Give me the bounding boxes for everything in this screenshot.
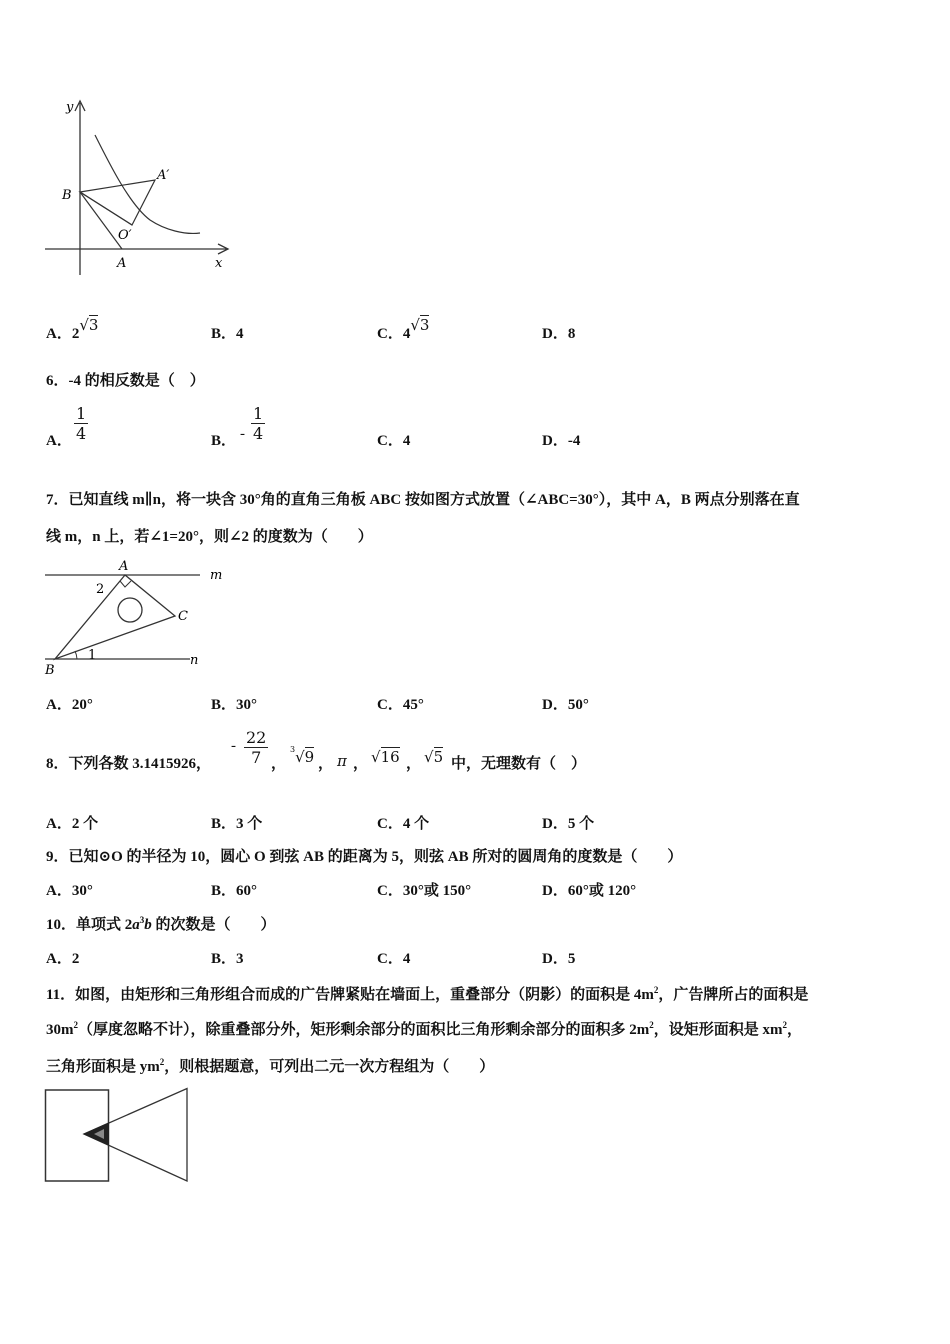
parallel-lines-triangle-figure — [40, 558, 240, 676]
q9-stem: 9．已知⊙O 的半径为 10，圆心 O 到弦 AB 的距离为 5，则弦 AB 所对的圆周角的度数是（ ） — [46, 849, 683, 865]
y-axis-label: y — [66, 100, 74, 115]
point-a-label: A — [117, 256, 127, 271]
point-oprime-label: O′ — [118, 228, 132, 243]
q8-sqrt16: √16 — [371, 748, 400, 766]
rectangle-triangle-figure — [44, 1087, 192, 1185]
q6-option-a-prefix[interactable]: A． — [46, 433, 72, 449]
q9-option-a[interactable]: A．30° — [46, 883, 93, 899]
q5-option-c-radical: √3 — [410, 316, 430, 334]
q10-option-b[interactable]: B．3 — [211, 951, 244, 967]
q6-option-b-prefix[interactable]: B． — [211, 433, 237, 449]
line-n-label: n — [190, 653, 199, 668]
q8-sep2: ， — [318, 756, 334, 772]
q8-suffix: 中，无理数有（ ） — [451, 756, 587, 772]
q9-option-c[interactable]: C．30°或 150° — [377, 883, 472, 899]
q5-option-c[interactable] — [377, 316, 430, 343]
q5-option-a-radical: √3 — [79, 316, 99, 334]
q8-prefix: 8．下列各数 3.1415926， — [46, 756, 212, 772]
q8-sep3: ， — [353, 756, 369, 772]
q9-option-d[interactable]: D．60°或 120° — [542, 883, 637, 899]
q6-stem: 6．-4 的相反数是（ ） — [46, 373, 205, 389]
angle-1-label: 1 — [88, 648, 97, 663]
q7-stem-line1: 7．已知直线 m∥n，将一块含 30°角的直角三角板 ABC 按如图方式放置（∠ABC=30°），其中 A，B 两点分别落在直 — [46, 492, 800, 508]
q10-option-d[interactable]: D．5 — [542, 951, 576, 967]
q11-stem-line1: 11．如图，由矩形和三角形组合而成的广告牌紧贴在墙面上，重叠部分（阴影）的面积是 $4m^2$，广告牌所占的面积是 — [46, 985, 809, 1003]
q5-option-a[interactable] — [46, 316, 99, 343]
q8-pi: π — [337, 752, 347, 770]
point-b-label: B — [45, 663, 55, 676]
angle-2-label: 2 — [96, 582, 105, 597]
q8-option-c[interactable]: C．4 个 — [377, 816, 430, 832]
q5-option-d[interactable]: D．8 — [542, 326, 576, 342]
q8-option-d[interactable]: D．5 个 — [542, 816, 595, 832]
q7-option-b[interactable]: B．30° — [211, 697, 258, 713]
q9-option-b[interactable]: B．60° — [211, 883, 258, 899]
q5-option-b[interactable]: B．4 — [211, 326, 244, 342]
q8-sqrt5: √5 — [424, 748, 444, 766]
point-c-label: C — [178, 609, 188, 624]
q8-fraction: $\frac{22}{7}$ — [246, 728, 267, 767]
q11-stem-line2: $30m^2$（厚度忽略不计），除重叠部分外，矩形剩余部分的面积比三角形剩余部分的面积多 $2m^2$，设矩形面积是 $xm^2$， — [46, 1020, 803, 1038]
point-a-label: A — [119, 559, 129, 574]
q6-option-b-fraction: $\frac{1}{4}$ — [253, 404, 264, 443]
q6-option-a-fraction: $\frac{1}{4}$ — [76, 404, 87, 443]
q7-option-a[interactable]: A．20° — [46, 697, 93, 713]
q6-option-b-sign: - — [240, 426, 245, 442]
line-m-label: m — [210, 568, 223, 583]
q10-option-a[interactable]: A．2 — [46, 951, 80, 967]
q7-option-d[interactable]: D．50° — [542, 697, 589, 713]
point-aprime-label: A′ — [157, 168, 170, 183]
q8-option-a[interactable]: A．2 个 — [46, 816, 99, 832]
q6-option-d[interactable]: D．-4 — [542, 433, 581, 449]
point-b-label: B — [62, 188, 72, 203]
q7-option-c[interactable]: C．45° — [377, 697, 424, 713]
q8-option-b[interactable]: B．3 个 — [211, 816, 263, 832]
q6-option-c[interactable]: C．4 — [377, 433, 411, 449]
q8-cube-root: $^3$√9 — [290, 745, 315, 766]
q8-sep1: ， — [271, 756, 287, 772]
q7-stem-line2: 线 m，n 上，若∠1=20°，则∠2 的度数为（ ） — [46, 529, 373, 545]
q8-sep4: ， — [406, 756, 422, 772]
x-axis-label: x — [215, 256, 223, 271]
coordinate-figure — [40, 95, 240, 280]
q8-neg-sign: - — [231, 738, 236, 754]
q10-option-c[interactable]: C．4 — [377, 951, 411, 967]
q5-option-a-prefix: A．2 — [46, 326, 80, 342]
q5-option-c-prefix: C．4 — [377, 326, 411, 342]
q11-stem-line3: 三角形面积是 $ym^2$，则根据题意，可列出二元一次方程组为（ ） — [46, 1057, 495, 1075]
q10-stem: 10．单项式 $2a^3b$ 的次数是（ ） — [46, 915, 276, 933]
